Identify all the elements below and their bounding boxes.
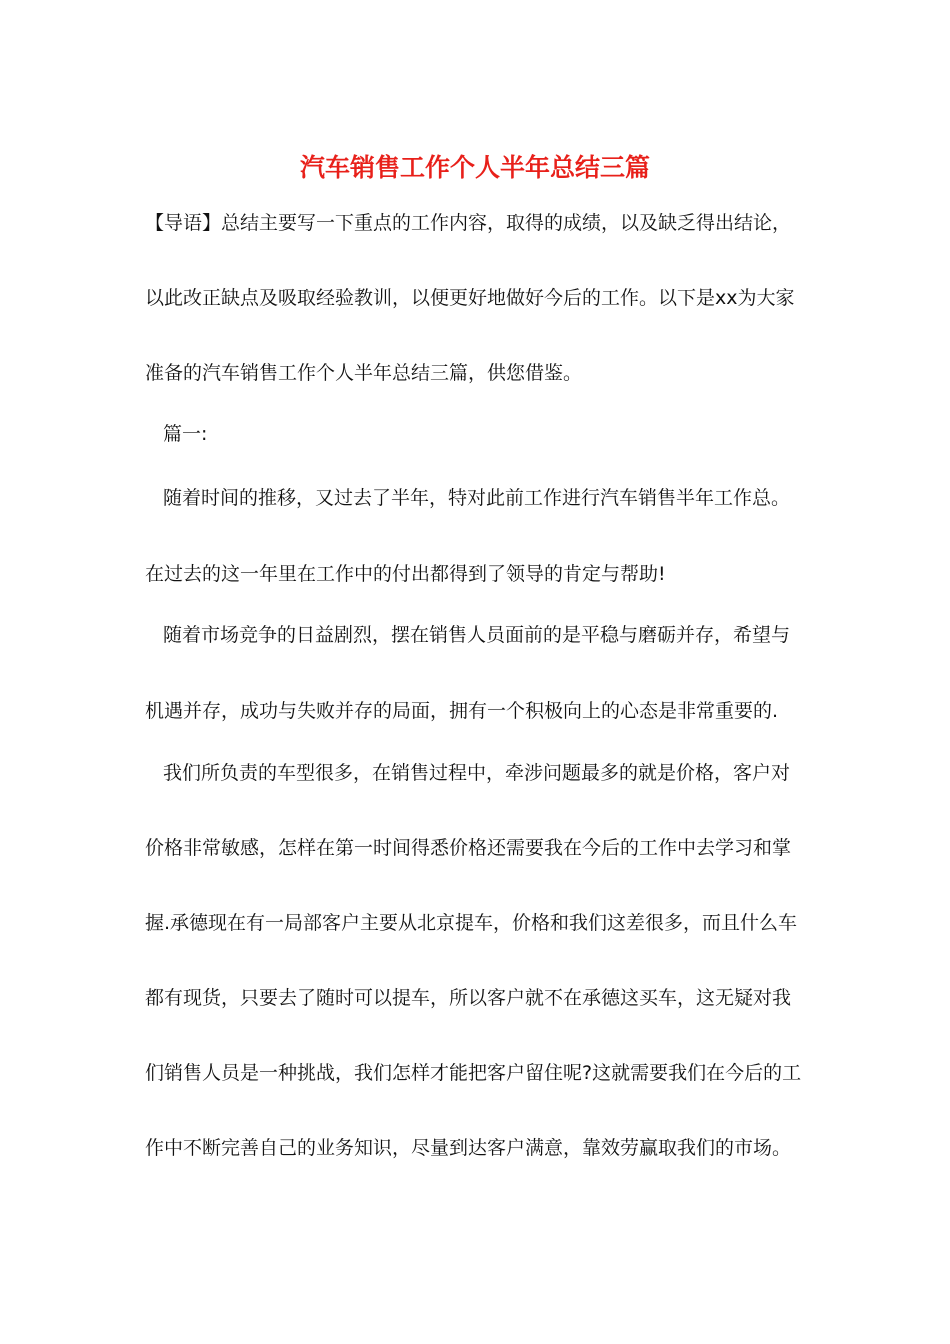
paragraph-line-5: 我们所负责的车型很多，在销售过程中，牵涉问题最多的就是价格，客户对 bbox=[163, 762, 791, 784]
paragraph-line-1: 随着时间的推移，又过去了半年，特对此前工作进行汽车销售半年工作总。 bbox=[163, 487, 791, 509]
paragraph-line-4: 机遇并存，成功与失败并存的局面，拥有一个积极向上的心态是非常重要的. bbox=[145, 700, 779, 722]
paragraph-line-10: 作中不断完善自己的业务知识，尽量到达客户满意，靠效劳赢取我们的市场。 bbox=[145, 1137, 792, 1159]
paragraph-line-intro-2: 以此改正缺点及吸取经验教训，以便更好地做好今后的工作。以下是xx为大家 bbox=[145, 287, 795, 309]
paragraph-line-7: 握.承德现在有一局部客户主要从北京提车，价格和我们这差很多，而且什么车 bbox=[145, 912, 798, 934]
section-heading-part-one: 篇一: bbox=[163, 423, 208, 445]
paragraph-line-2: 在过去的这一年里在工作中的付出都得到了领导的肯定与帮助! bbox=[145, 563, 666, 585]
paragraph-line-3: 随着市场竞争的日益剧烈，摆在销售人员面前的是平稳与磨砺并存，希望与 bbox=[163, 624, 791, 646]
paragraph-line-6: 价格非常敏感，怎样在第一时间得悉价格还需要我在今后的工作中去学习和掌 bbox=[145, 837, 792, 859]
paragraph-line-intro-3: 准备的汽车销售工作个人半年总结三篇，供您借鉴。 bbox=[145, 362, 583, 384]
document-title: 汽车销售工作个人半年总结三篇 bbox=[299, 153, 650, 182]
paragraph-line-9: 们销售人员是一种挑战，我们怎样才能把客户留住呢?这就需要我们在今后的工 bbox=[145, 1062, 802, 1084]
paragraph-line-intro-1: 【导语】总结主要写一下重点的工作内容，取得的成绩，以及缺乏得出结论， bbox=[145, 212, 792, 234]
paragraph-line-8: 都有现货，只要去了随时可以提车，所以客户就不在承德这买车，这无疑对我 bbox=[145, 987, 792, 1009]
